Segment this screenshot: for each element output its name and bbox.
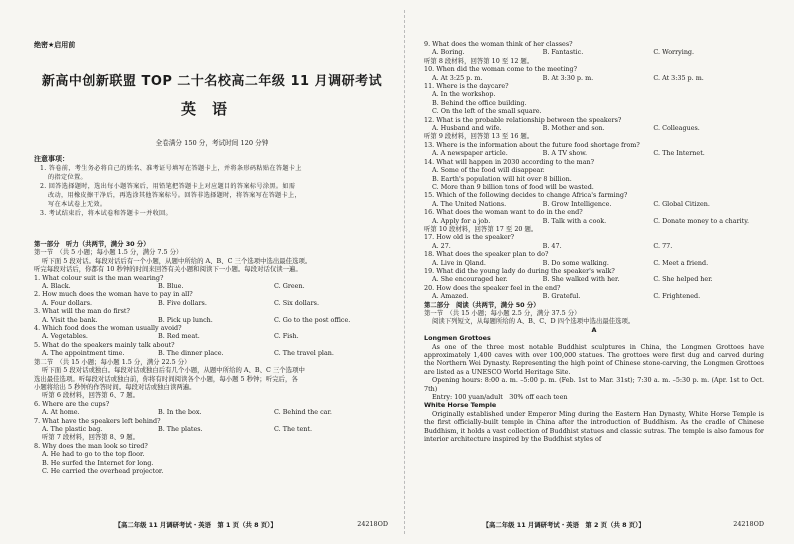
material-note: 听第 7 段材料，回答第 8、9 题。 [42, 433, 140, 442]
section2-desc: 选出最佳选项。听每段对话或独白前，你将有时间阅读各个小题，每小题 5 秒钟；听完后，各 [34, 374, 298, 383]
option-a: A. In the workshop. [432, 90, 496, 99]
question-options [34, 408, 390, 416]
section1-desc: 听完每段对话后，你都有 10 秒钟的时间来回答有关小题和阅读下一小题。每段对话仅读一遍。 [34, 265, 302, 274]
option-a: A. The United Nations. [432, 199, 507, 208]
option-c: C. Meet a friend. [653, 258, 709, 267]
option-b: B. Blue. [158, 282, 184, 291]
passage-heading-longmen: Longmen Grottoes [424, 334, 491, 343]
section1-desc: 听下面 5 段对话。每段对话后有一个小题，从题中所给的 A、B、C 三个选项中选出最佳选项。 [42, 256, 312, 265]
question-options [34, 349, 390, 357]
notice-line: 1. 答卷前，考生务必将自己的姓名、准考证号填写在答题卡上，并将条形码粘贴在答题卡上 [40, 165, 302, 172]
notice-line: 2. 回答选择题时，选出每小题答案后，用铅笔把答题卡上对应题目的答案标号涂黑。如需 [40, 183, 296, 190]
option-c: C. He carried the overhead projector. [42, 466, 164, 475]
question-options [34, 282, 390, 290]
listening-section [34, 240, 390, 475]
option-a: A. He had to go to the top floor. [42, 450, 145, 459]
option-a: A. Amazed. [432, 292, 469, 301]
option-a: A. Four dollars. [42, 298, 93, 307]
question-stem: 14. What will happen in 2030 according to the man? [424, 157, 595, 166]
part1-heading: 第一部分 听力（共两节，满分 30 分） [34, 240, 150, 248]
notice-line: 的指定位置。 [48, 174, 87, 181]
question-stem: 6. Where are the cups? [34, 399, 110, 408]
reading-section1-desc: 阅读下列短文，从每题所给的 A、B、C、D 四个选项中选出最佳选项。 [432, 317, 635, 326]
part2-heading: 第二部分 阅读（共两节，满分 50 分） [424, 300, 540, 309]
question-options [424, 259, 764, 267]
question-stem: 2. How much does the woman have to pay in all? [34, 290, 193, 299]
option-b: B. Five dollars. [158, 298, 207, 307]
question-stem: 4. Which food does the woman usually avoid? [34, 324, 182, 333]
question-options [424, 217, 764, 225]
page-footer [0, 520, 794, 529]
opening-hours: Opening hours: 8:00 a. m. –5:00 p. m. (Feb. 1st to Mar. 31st); 7:30 a. m. –5:30 p. m. (Apr. 1st to Oct. 7th) [424, 376, 764, 393]
option-a: A. A newspaper article. [432, 149, 508, 158]
option-c: C. On the left of the small square. [432, 107, 542, 116]
footer-page-label: 【高二年级 11 月调研考试・英语 第 2 页（共 8 页）】 [482, 521, 645, 529]
material-note: 听第 6 段材料，回答第 6、7 题。 [42, 391, 140, 400]
option-c: C. Green. [274, 282, 305, 291]
option-c: C. She helped her. [653, 275, 713, 284]
question-stem: 9. What does the woman think of her classes? [424, 40, 573, 48]
question-stem: 19. What did the young lady do during the speaker's walk? [424, 266, 615, 275]
question-stem: 16. What does the woman want to do in the end? [424, 208, 583, 217]
question-stem: 18. What does the speaker plan to do? [424, 250, 549, 259]
option-c: C. Fish. [274, 332, 299, 341]
option-c: C. Behind the car. [274, 408, 332, 417]
question-stem: 3. What will the man do first? [34, 307, 130, 316]
question-stem: 8. Why does the man look so tired? [34, 441, 148, 450]
option-b: B. A TV show. [542, 149, 587, 158]
left-column [34, 0, 390, 544]
option-b: B. Behind the office building. [432, 98, 527, 107]
option-c: C. 77. [653, 241, 673, 250]
question-options [424, 275, 764, 283]
option-b: B. Do some walking. [542, 258, 609, 267]
question-stem: 1. What colour suit is the man wearing? [34, 273, 164, 282]
footer-page-label: 【高二年级 11 月调研考试・英语 第 1 页（共 8 页）】 [114, 521, 277, 529]
option-b: B. The plates. [158, 424, 203, 433]
question-stem: 20. How does the speaker feel in the end? [424, 283, 561, 292]
option-b: B. The dinner place. [158, 349, 224, 358]
option-c: C. At 3:35 p. m. [653, 73, 704, 82]
question-options [424, 242, 764, 250]
option-a: A. Husband and wife. [432, 124, 502, 133]
option-b: B. Talk with a cook. [542, 216, 607, 225]
passage-paragraph: Originally established under Emperor Ming during the Eastern Han Dynasty, White Horse Temple is the first officially-built temple in China after the introduction of Buddhism. As the cradle of Chinese Buddhism, it holds a vast collection of Buddhist statues and classic sutras. The temple is also famous for interior architecture inspired by the Buddhist styles of [424, 409, 764, 444]
question-options [34, 299, 390, 307]
passage-paragraph: As one of the three most notable Buddhist sculptures in China, the Longmen Grottoes have approximately 1,400 caves with over 100,000 statues. The grottoes were first dug and carved during the Northern Wei Dynasty. Representing the high point of Chinese stone-carving, the Longmen Grottoes are listed as a UNESCO World Heritage Site. [424, 342, 764, 376]
question-stem: 12. What is the probable relationship between the speakers? [424, 115, 622, 124]
option-a: A. At home. [42, 408, 80, 417]
passage-letter: A [591, 325, 597, 334]
option-b: B. Grow Intelligence. [542, 199, 612, 208]
option-c: C. Global Citizen. [653, 199, 710, 208]
question-stem: 7. What have the speakers left behind? [34, 416, 161, 425]
right-column [424, 0, 764, 544]
reading-section1-heading: 第一节 （共 15 小题；每小题 2.5 分，满分 37.5 分） [424, 309, 581, 317]
notice-block [34, 155, 390, 218]
material-note: 听第 8 段材料，回答第 10 至 12 题。 [424, 56, 534, 65]
notice-heading: 注意事项： [34, 155, 69, 163]
question-options [34, 316, 390, 324]
notice-line: 写在本试卷上无效。 [48, 201, 107, 208]
footer-right [394, 520, 794, 529]
option-c: C. Colleagues. [653, 124, 700, 133]
notice-line: 3. 考试结束后，将本试卷和答题卡一并收回。 [40, 210, 173, 217]
question-options [34, 332, 390, 340]
option-b: B. Red meat. [158, 332, 200, 341]
option-b: B. In the box. [158, 408, 202, 417]
option-a: A. At 3:25 p. m. [432, 73, 483, 82]
question-stem: 17. How old is the speaker? [424, 233, 515, 242]
question-options [424, 48, 764, 56]
material-note: 听第 9 段材料，回答第 13 至 16 题。 [424, 132, 534, 141]
option-a: A. Some of the food will disappear. [432, 166, 545, 175]
section2-desc: 听下面 5 段对话或独白。每段对话或独白后有几个小题，从题中所给的 A、B、C 三个选项中 [42, 366, 305, 375]
notice-line: 改动，用橡皮擦干净后，再选涂其他答案标号。回答非选择题时，将答案写在答题卡上， [48, 192, 302, 199]
option-a: A. The plastic bag. [42, 424, 103, 433]
entry-fee: Entry: 100 yuan/adult 30% off each teen [432, 393, 568, 402]
option-c: C. More than 9 billion tons of food will be wasted. [432, 182, 594, 191]
question-stem: 11. Where is the daycare? [424, 82, 509, 91]
option-b: B. She walked with her. [542, 275, 620, 284]
right-body [424, 40, 764, 444]
question-options [424, 74, 764, 82]
score-line: 全卷满分 150 分，考试时间 120 分钟 [155, 139, 269, 147]
option-c: C. Frightened. [653, 292, 701, 301]
option-c: C. Worrying. [653, 48, 695, 57]
question-stem: 13. Where is the information about the future food shortage from? [424, 140, 640, 149]
option-a: A. Visit the bank. [42, 315, 98, 324]
option-c: C. The travel plan. [274, 349, 334, 358]
option-b: B. He surfed the Internet for long. [42, 458, 154, 467]
question-options [424, 200, 764, 208]
footer-code: 24218OD [357, 520, 388, 528]
option-c: C. Six dollars. [274, 298, 319, 307]
option-b: B. At 3:30 p. m. [542, 73, 594, 82]
question-stem: 5. What do the speakers mainly talk about? [34, 340, 175, 349]
option-a: A. 27. [432, 241, 451, 250]
option-c: C. Donate money to a charity. [653, 216, 750, 225]
passage-heading-white-horse: White Horse Temple [424, 401, 497, 410]
material-note: 听第 10 段材料，回答第 17 至 20 题。 [424, 224, 538, 233]
question-stem: 15. Which of the following decides to change Africa's farming? [424, 191, 628, 200]
secret-label: 绝密★启用前 [34, 41, 76, 49]
footer-code: 24218OD [733, 520, 764, 528]
option-a: A. Boring. [432, 48, 465, 57]
column-divider [404, 10, 405, 534]
option-b: B. Pick up lunch. [158, 315, 213, 324]
section1-heading: 第一节 （共 5 小题；每小题 1.5 分，满分 7.5 分） [34, 248, 183, 257]
exam-title: 新高中创新联盟 TOP 二十名校高二年级 11 月调研考试 [41, 74, 383, 89]
option-a: A. Apply for a job. [432, 216, 491, 225]
option-b: B. Mother and son. [542, 124, 605, 133]
option-b: B. 47. [542, 241, 562, 250]
subject-title: 英语 [180, 100, 243, 118]
option-a: A. Black. [42, 282, 71, 291]
question-options [424, 292, 764, 300]
section2-heading: 第二节 （共 15 小题；每小题 1.5 分，满分 22.5 分） [34, 357, 191, 366]
question-stem: 10. When did the woman come to the meeting? [424, 65, 578, 74]
option-a: A. Vegetables. [42, 332, 88, 341]
option-c: C. The tent. [274, 424, 312, 433]
option-b: B. Earth's population will hit over 8 billion. [432, 174, 572, 183]
question-options [424, 149, 764, 157]
option-c: C. Go to the post office. [274, 315, 351, 324]
option-a: A. She encouraged her. [432, 275, 508, 284]
section2-desc: 小题将给出 5 秒钟的作答时间。每段对话或独白读两遍。 [34, 382, 196, 391]
option-b: B. Grateful. [542, 292, 581, 301]
footer-left [0, 520, 394, 529]
option-a: A. The appointment time. [42, 349, 125, 358]
option-c: C. The Internet. [653, 149, 705, 158]
option-a: A. Live in Qland. [432, 258, 486, 267]
option-b: B. Fantastic. [542, 48, 584, 57]
